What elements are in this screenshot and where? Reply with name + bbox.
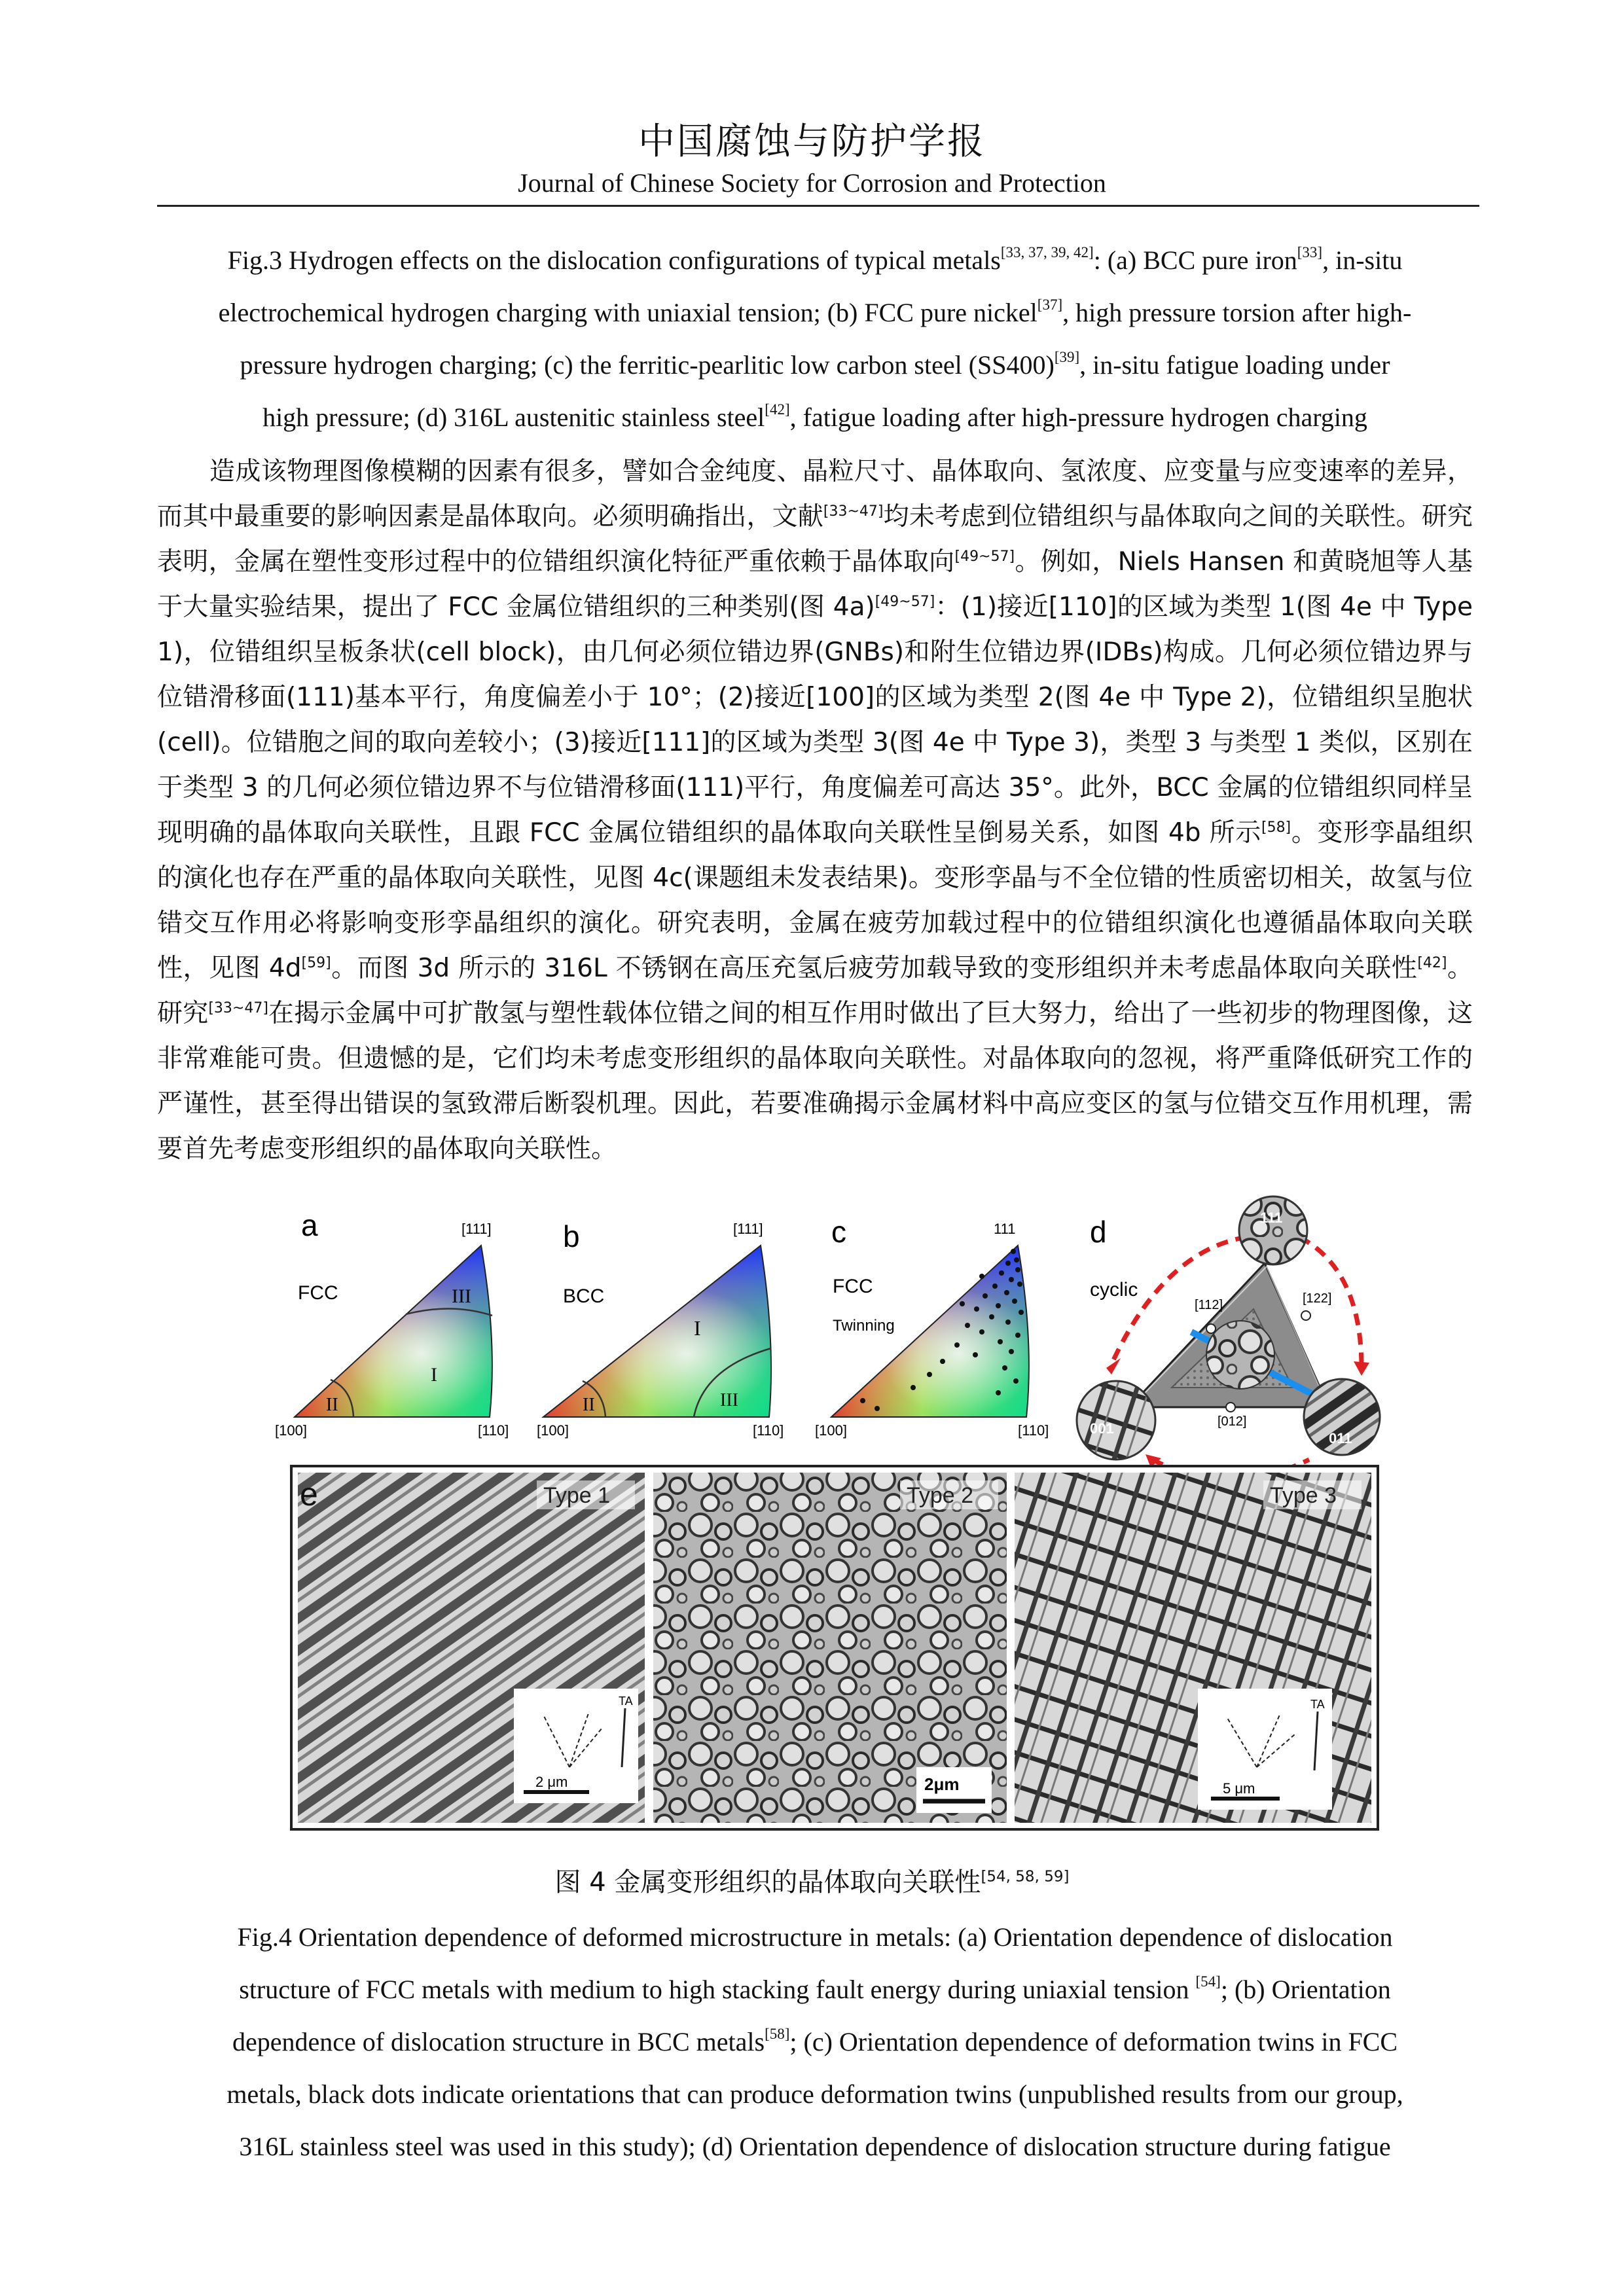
direction-label: [122] <box>1303 1291 1332 1306</box>
citation: [33~47] <box>208 1000 268 1016</box>
fig4-caption-line: dependence of dislocation structure in BCC metals[58]; (c) Orientation dependence of deformation twins in FCC <box>232 2025 1398 2056</box>
citation: [49~57] <box>954 548 1015 565</box>
fig4-caption-line: 316L stainless steel was used in this study); (d) Orientation dependence of dislocation structure during fatigue <box>239 2132 1391 2161</box>
fig4-caption-line: Fig.4 Orientation dependence of deformed microstructure in metals: (a) Orientation dependence of dislocation <box>237 1922 1393 1952</box>
type-label <box>900 1480 998 1509</box>
pole-label: 001 <box>1090 1420 1114 1437</box>
citation: [49~57] <box>875 594 935 610</box>
type-label <box>537 1480 635 1509</box>
twinning-label: Twinning <box>833 1317 895 1335</box>
panel-letter-b: b <box>563 1219 580 1253</box>
citation: [33~47] <box>823 503 884 520</box>
region-label: I <box>431 1364 437 1386</box>
corner-label: [100] <box>815 1422 847 1439</box>
fig3-caption-line: Fig.3 Hydrogen effects on the dislocation configurations of typical metals[33, 37, 39, 42]: (a) BCC pure iron[33], in-situ <box>227 243 1403 275</box>
orientation-inset <box>514 1689 638 1803</box>
corner-label: [110] <box>1018 1422 1049 1439</box>
corner-label: [111] <box>461 1221 492 1237</box>
region-label: II <box>583 1395 595 1415</box>
scale-bar-label: 2μm <box>924 1774 960 1794</box>
scale-inset <box>916 1767 992 1813</box>
region-label: III <box>720 1390 738 1410</box>
corner-label: [110] <box>753 1422 784 1439</box>
region-label: III <box>452 1285 471 1307</box>
figure-4a-ipf-fcc <box>275 1208 509 1439</box>
journal-title-english: Journal of Chinese Society for Corrosion and Protection <box>518 168 1106 198</box>
figure-4b-ipf-bcc <box>537 1219 784 1439</box>
pole-label: 111 <box>1260 1210 1283 1226</box>
figure-4e-tem-micrographs <box>291 1466 1378 1829</box>
direction-label: [112] <box>1195 1298 1223 1312</box>
citation: [58] <box>1261 819 1291 836</box>
fig4-caption <box>157 1911 1473 2173</box>
type-label <box>1263 1480 1362 1509</box>
corner-label: [110] <box>478 1422 509 1439</box>
fig4-caption-line: metals, black dots indicate orientations that can produce deformation twins (unpublished results from our group, <box>226 2079 1403 2109</box>
scale-bar-label: 2 μm <box>535 1774 568 1790</box>
figure-4d-cyclic-schematic <box>1077 1196 1380 1479</box>
figure-4-title: 图 4 金属变形组织的晶体取向关联性[54, 58, 59] <box>554 1867 1070 1897</box>
material-label: FCC <box>298 1282 338 1304</box>
citation: [59] <box>301 955 331 971</box>
svg-text:Type 1: Type 1 <box>543 1483 611 1508</box>
svg-text:TA: TA <box>1310 1698 1325 1711</box>
panel-letter-e: e <box>300 1476 318 1513</box>
direction-label: [012] <box>1218 1414 1247 1429</box>
svg-text:Type 3: Type 3 <box>1270 1483 1337 1508</box>
fig3-caption-line: high pressure; (d) 316L austenitic stainless steel[42], fatigue loading after high-pressure hydrogen charging <box>262 401 1367 432</box>
region-label: II <box>326 1395 338 1415</box>
citation: [42] <box>1417 955 1447 971</box>
corner-label: [100] <box>537 1422 569 1439</box>
panel-letter-d: d <box>1090 1215 1107 1249</box>
corner-label: 111 <box>994 1221 1016 1237</box>
corner-label: [100] <box>275 1422 307 1439</box>
svg-text:Type 2: Type 2 <box>907 1483 974 1508</box>
material-label: BCC <box>563 1285 605 1307</box>
corner-label: [111] <box>733 1221 763 1237</box>
svg-text:TA: TA <box>619 1695 633 1708</box>
orientation-inset <box>1198 1689 1332 1810</box>
pole-label: 011 <box>1329 1430 1352 1446</box>
fig3-caption-line: electrochemical hydrogen charging with uniaxial tension; (b) FCC pure nickel[37], high pressure torsion after high- <box>218 296 1412 327</box>
panel-letter-a: a <box>301 1208 318 1242</box>
fig3-caption-line: pressure hydrogen charging; (c) the ferritic-pearlitic low carbon steel (SS400)[39], in-situ fatigue loading under <box>240 348 1390 380</box>
panel-letter-c: c <box>831 1215 846 1249</box>
journal-title-chinese: 中国腐蚀与防护学报 <box>638 120 986 163</box>
region-label: I <box>694 1316 701 1340</box>
body-paragraph: 造成该物理图像模糊的因素有很多，譬如合金纯度、晶粒尺寸、晶体取向、氢浓度、应变量与应变速率的差异，而其中最重要的影响因素是晶体取向。必须明确指出，文献[33~47]均未考虑到位错组织与晶体取向之间的关联性。研究表明，金属在塑性变形过程中的位错组织演化特征严重依赖于晶体取向[49~57]。例如，Niels Hansen 和黄晓旭等人基于大量实验结果，提出了 FCC 金属位错组织的三种类别(图 4a)[49~57]：(1)接近[110]的区域为类型 1(图 4e 中 Type 1)，位错组织呈板条状(cell block)，由几何必须位错边界(GNBs)和附生位错边界(IDBs)构成。几何必须位错边界与位错滑移面(111)基本平行，角度偏差小于 10°；(2)接近[100]的区域为类型 2(图 4e 中 Type 2)，位错组织呈胞状(cell)。位错胞之间的取向差较小；(3)接近[111]的区域为类型 3(图 4e 中 Type 3)，类型 3 与类型 1 类似，区别在于类型 3 的几何必须位错边界不与位错滑移面(111)平行，角度偏差可高达 35°。此外，BCC 金属的位错组织同样呈现明确的晶体取向关联性，且跟 FCC 金属位错组织的晶体取向关联性呈倒易关系，如图 4b 所示[58]。变形孪晶组织的演化也存在严重的晶体取向关联性，见图 4c(课题组未发表结果)。变形孪晶与不全位错的性质密切相关，故氢与位错交互作用必将影响变形孪晶组织的演化。研究表明，金属在疲劳加载过程中的位错组织演化也遵循晶体取向关联性，见图 4d[59]。而图 3d 所示的 316L 不锈钢在高压充氢后疲劳加载导致的变形组织并未考虑晶体取向关联性[42]。研究[33~47]在揭示金属中可扩散氢与塑性载体位错之间的相互作用时做出了巨大努力，给出了一些初步的物理图像，这非常难能可贵。但遗憾的是，它们均未考虑变形组织的晶体取向关联性。对晶体取向的忽视，将严重降低研究工作的严谨性，甚至得出错误的氢致滞后断裂机理。因此，若要准确揭示金属材料中高应变区的氢与位错交互作用机理，需要首先考虑变形组织的晶体取向关联性。 <box>157 457 1473 1164</box>
fig4-caption-line: structure of FCC metals with medium to high stacking fault energy during uniaxial tension [54]; (b) Orientation <box>239 1973 1391 2004</box>
figure-4c-ipf-twinning <box>815 1215 1049 1439</box>
scale-bar-label: 5 μm <box>1223 1780 1255 1797</box>
mode-label: cyclic <box>1090 1279 1138 1300</box>
material-label: FCC <box>833 1276 873 1297</box>
